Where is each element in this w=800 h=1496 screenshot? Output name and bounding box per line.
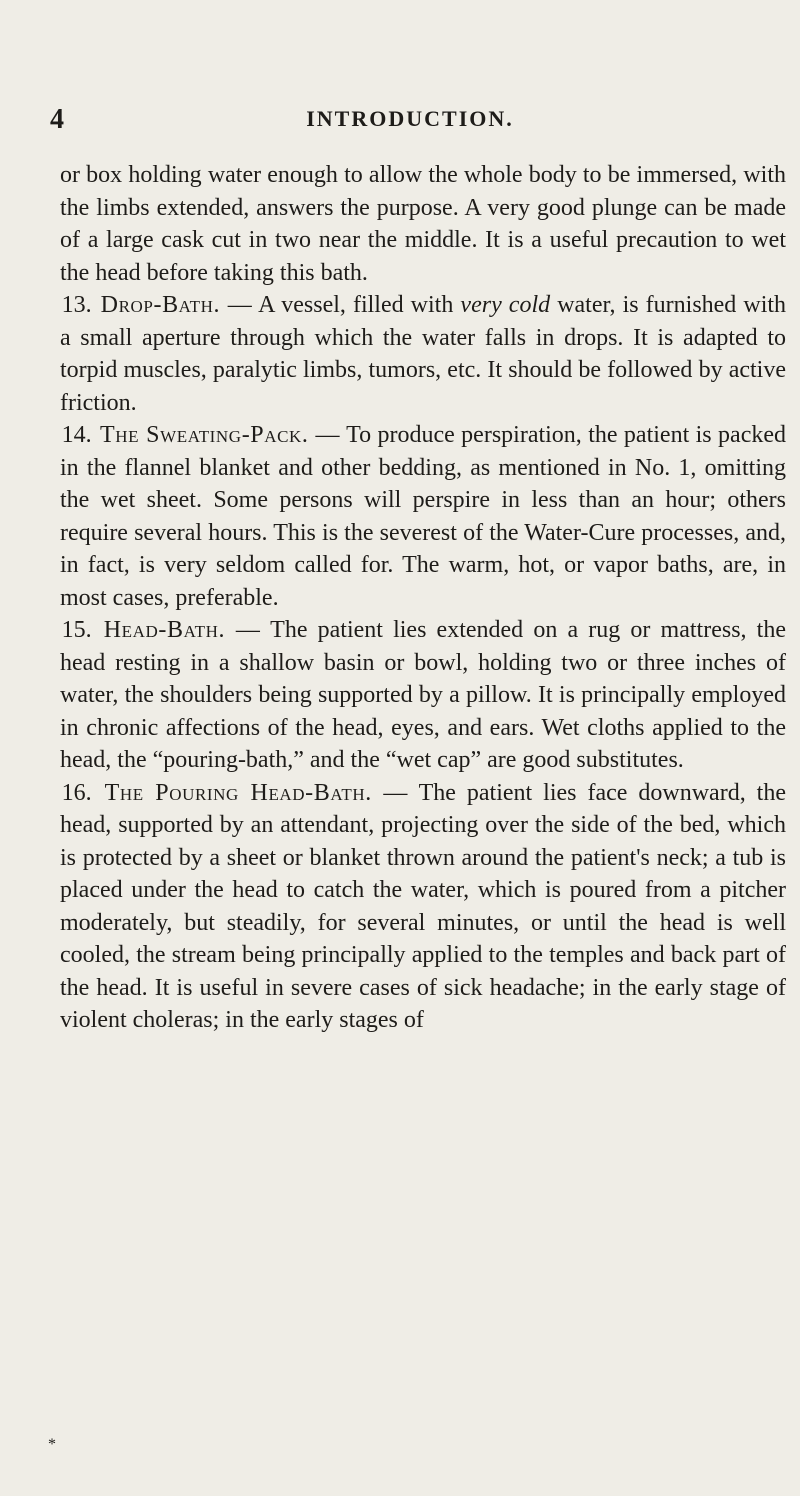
entry-heading: The Pouring Head-Bath. — <box>104 779 409 806</box>
entry-heading: Drop-Bath. — <box>100 292 253 318</box>
entry-text: A vessel, filled with <box>258 292 454 318</box>
entry-head-bath <box>60 614 786 777</box>
margin-mark: * <box>48 1436 56 1453</box>
entry-text: The patient lies extended on a rug or mattress, the head resting in a shallow basin or bowl, holding two or three inches of water, the shoulders being supported by a pillow. It is principally employed in chronic affections of the head, eyes, and ears. Wet cloths applied to the head, the “pouring-bath,” and the “wet cap” are good substitutes. <box>60 617 787 773</box>
running-title: INTRODUCTION. <box>306 106 514 131</box>
entry-drop-bath <box>60 289 786 419</box>
entry-emphasis: very cold <box>460 292 551 318</box>
body-text <box>60 159 786 1037</box>
entry-heading: Head-Bath. — <box>103 617 261 643</box>
running-head <box>0 100 800 140</box>
entry-number: 14. <box>61 422 92 448</box>
entry-text: To produce perspiration, the patient is packed in the flannel blanket and other bedding, as mentioned in No. 1, omitting the wet sheet. Some persons will perspire in less than an hour; others require several hours. This is the severest of the Water-Cure processes, and, in fact, is very seldom called for. The warm, hot, or vapor baths, are, in most cases, preferable. <box>60 422 786 611</box>
entry-heading: The Sweating-Pack. — <box>100 422 341 448</box>
page-number: 4 <box>50 104 65 135</box>
entry-number: 15. <box>61 617 92 643</box>
entry-text: The patient lies face downward, the head, supported by an attendant, projecting over the side of the bed, which is protected by a sheet or blanket thrown around the patient's neck; a tub is placed under the head to catch the water, which is poured from a pitcher moderately, but steadily, for several minutes, or until the head is well cooled, the stream being principally applied to the temples and back part of the head. It is useful in severe cases of sick headache; in the early stage of violent choleras; in the early stages of <box>60 779 787 1033</box>
entry-number: 13. <box>61 292 92 318</box>
entry-text: water, is furnished with a small aperture through which the water falls in drops. It is adapted to torpid muscles, paralytic limbs, tumors, etc. It should be followed by active friction. <box>60 292 787 416</box>
entry-number: 16. <box>61 779 92 806</box>
opening-paragraph: or box holding water enough to allow the whole body to be immersed, with the limbs extended, answers the purpose. A very good plunge can be made of a large cask cut in two near the middle. It is a useful precaution to wet the head before taking this bath. <box>60 162 786 286</box>
entry-sweating-pack <box>60 419 786 614</box>
entry-pouring-head-bath <box>60 777 786 1037</box>
